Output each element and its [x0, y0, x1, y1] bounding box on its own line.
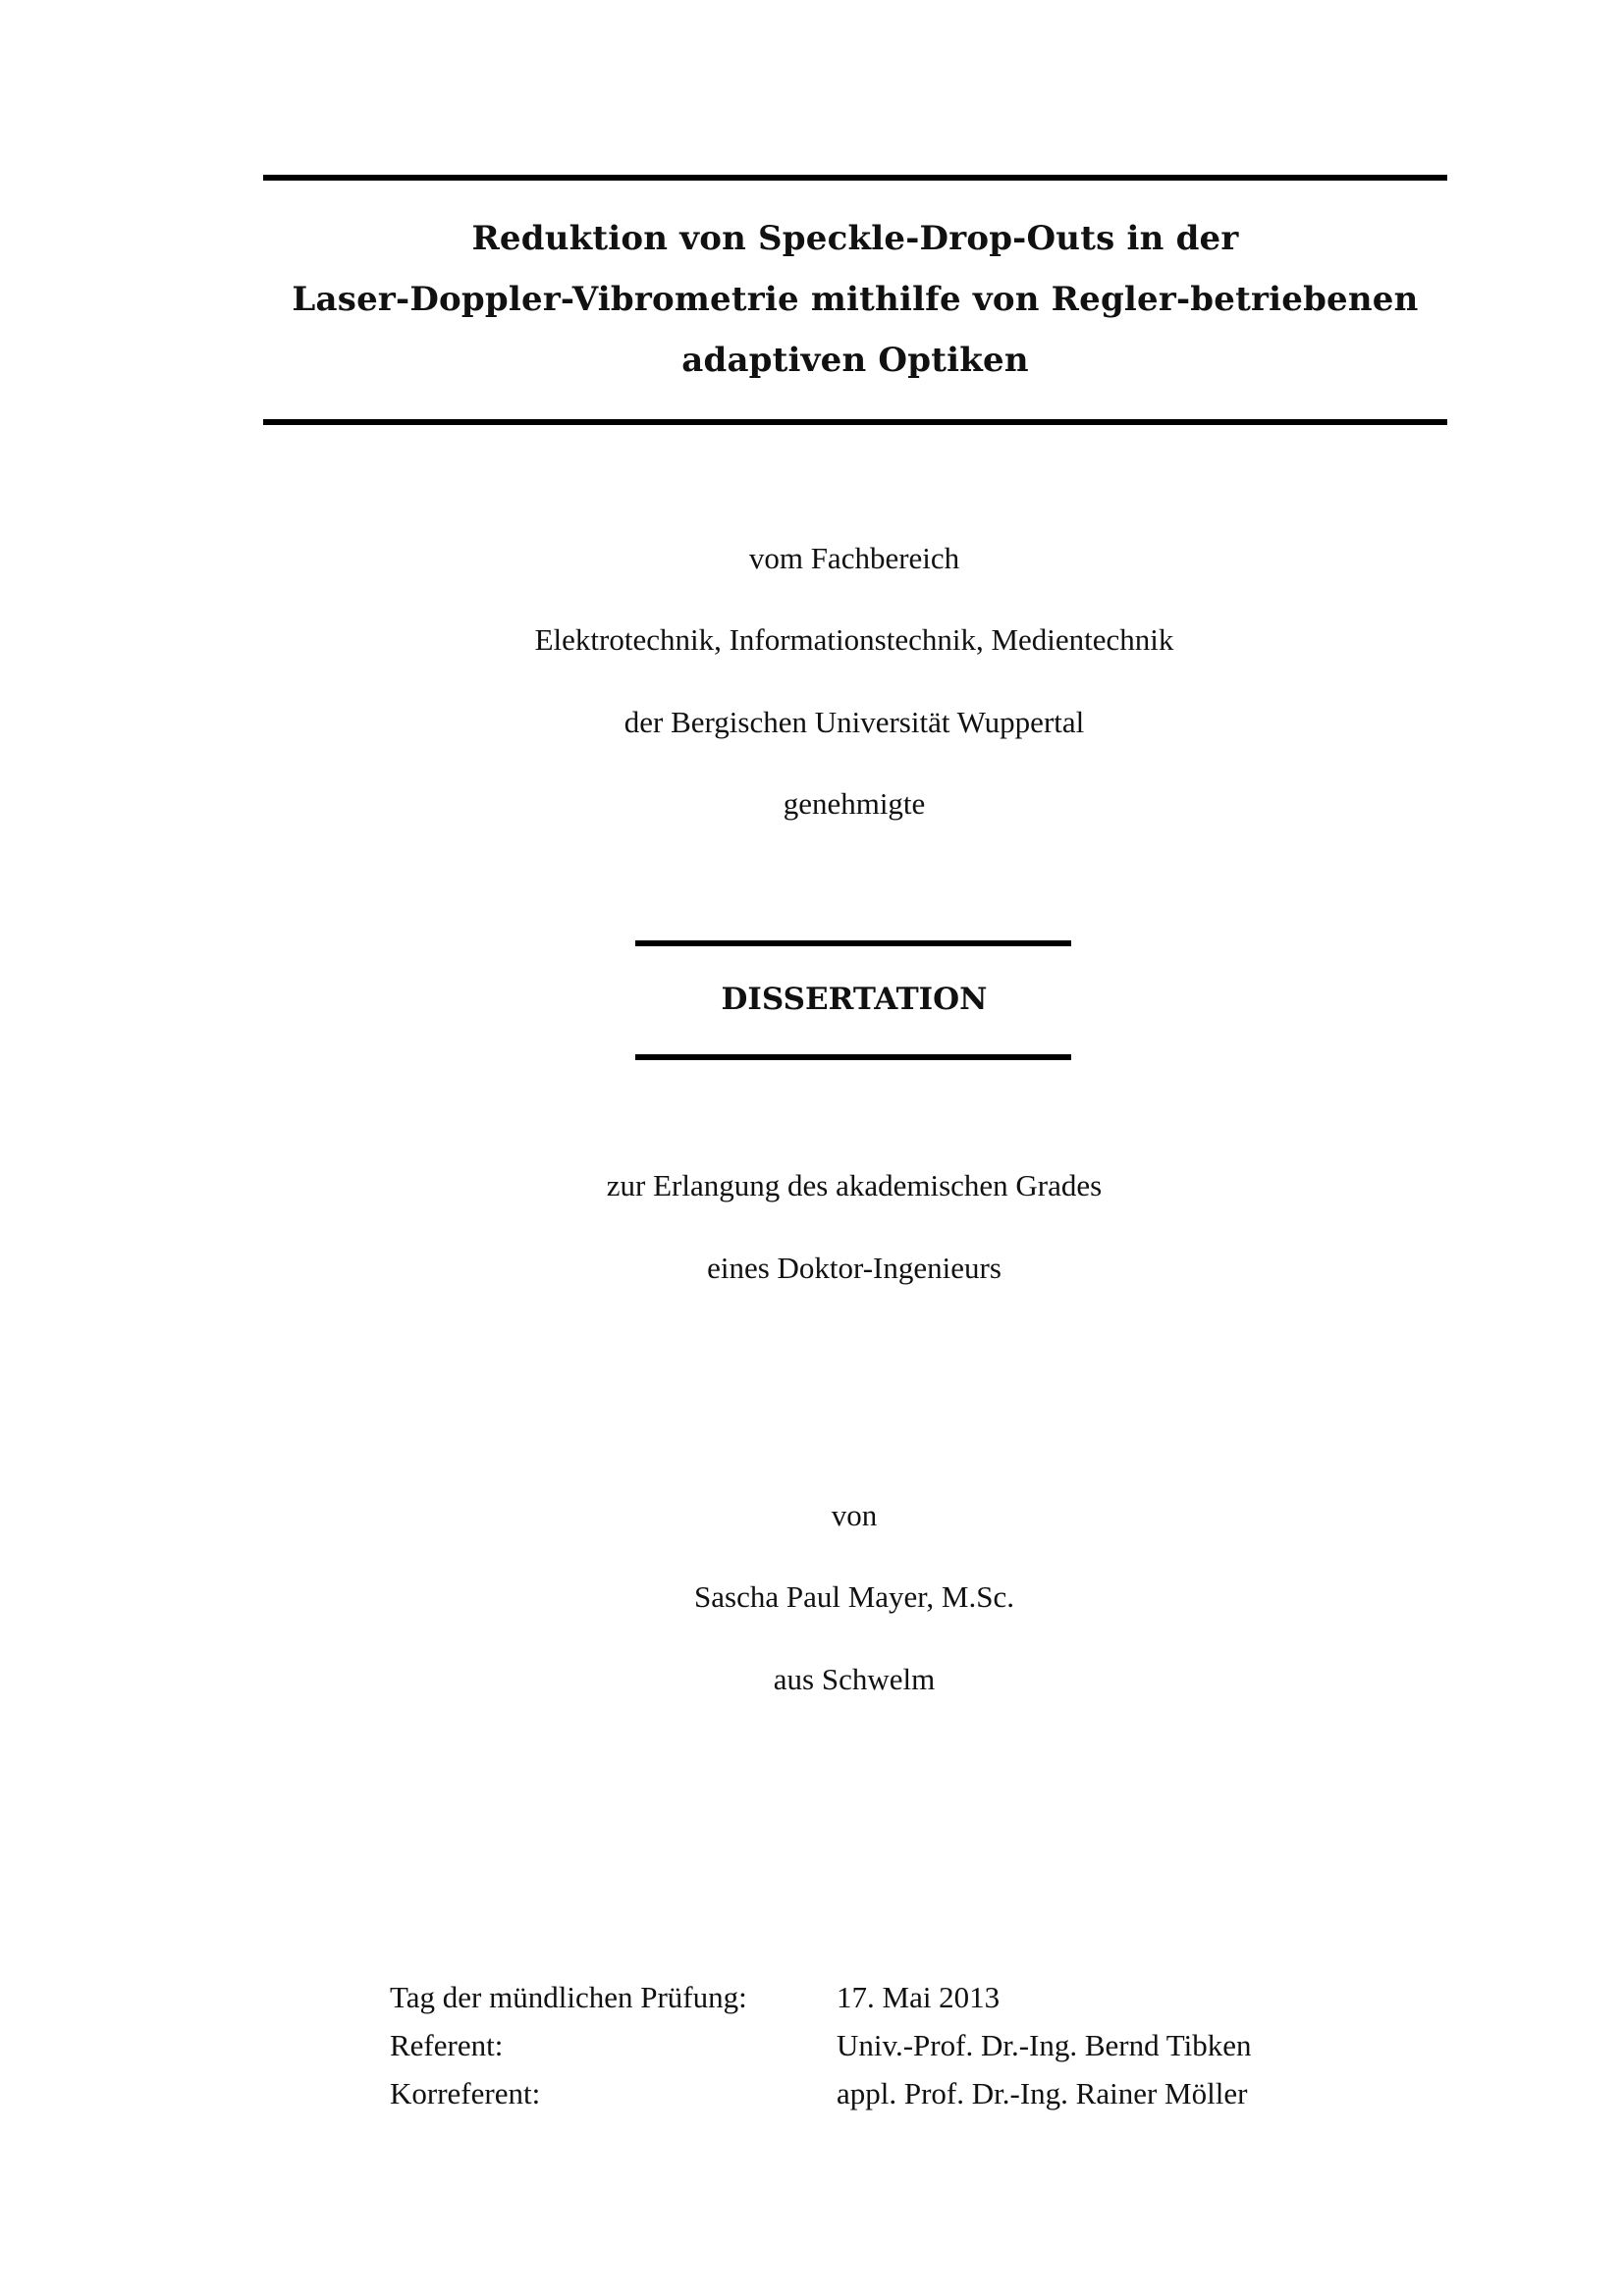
fachbereich-text: vom Fachbereich [748, 541, 960, 575]
degree-name-text: eines Doktor-Ingenieurs [707, 1251, 1001, 1285]
thesis-title [263, 208, 1447, 391]
author-origin: aus Schwelm [773, 1662, 936, 1696]
approved-text: genehmigte [783, 786, 926, 821]
author-name: Sascha Paul Mayer, M.Sc. [694, 1579, 1014, 1614]
thesis-title-line: Laser-Doppler-Vibrometrie mithilfe von Regler-betriebenen [292, 280, 1419, 319]
examination-date-row [390, 1973, 1252, 2021]
dissertation-bottom-rule [635, 1054, 1071, 1060]
examination-date-value: 17. Mai 2013 [837, 1980, 1001, 2014]
korreferent-label: Korreferent: [390, 2076, 541, 2110]
dissertation-top-rule [635, 940, 1071, 946]
thesis-title-line: adaptiven Optiken [681, 341, 1029, 380]
referent-label: Referent: [390, 2028, 504, 2062]
institute-text: Elektrotechnik, Informationstechnik, Medientechnik [534, 622, 1174, 657]
title-bottom-rule [263, 419, 1447, 425]
referent-row [390, 2021, 1252, 2069]
degree-purpose-text: zur Erlangung des akademischen Grades [606, 1168, 1103, 1202]
korreferent-row [390, 2069, 1252, 2117]
university-text: der Bergischen Universität Wuppertal [623, 705, 1085, 739]
referent-value: Univ.-Prof. Dr.-Ing. Bernd Tibken [837, 2028, 1252, 2062]
thesis-title-line: Reduktion von Speckle-Drop-Outs in der [471, 219, 1239, 258]
examination-date-label: Tag der mündlichen Prüfung: [390, 1980, 747, 2014]
title-top-rule [263, 175, 1447, 181]
korreferent-value: appl. Prof. Dr.-Ing. Rainer Möller [837, 2076, 1248, 2110]
examination-info-table [390, 1973, 1252, 2117]
document-type-heading: DISSERTATION [721, 982, 988, 1017]
by-text: von [831, 1498, 878, 1532]
